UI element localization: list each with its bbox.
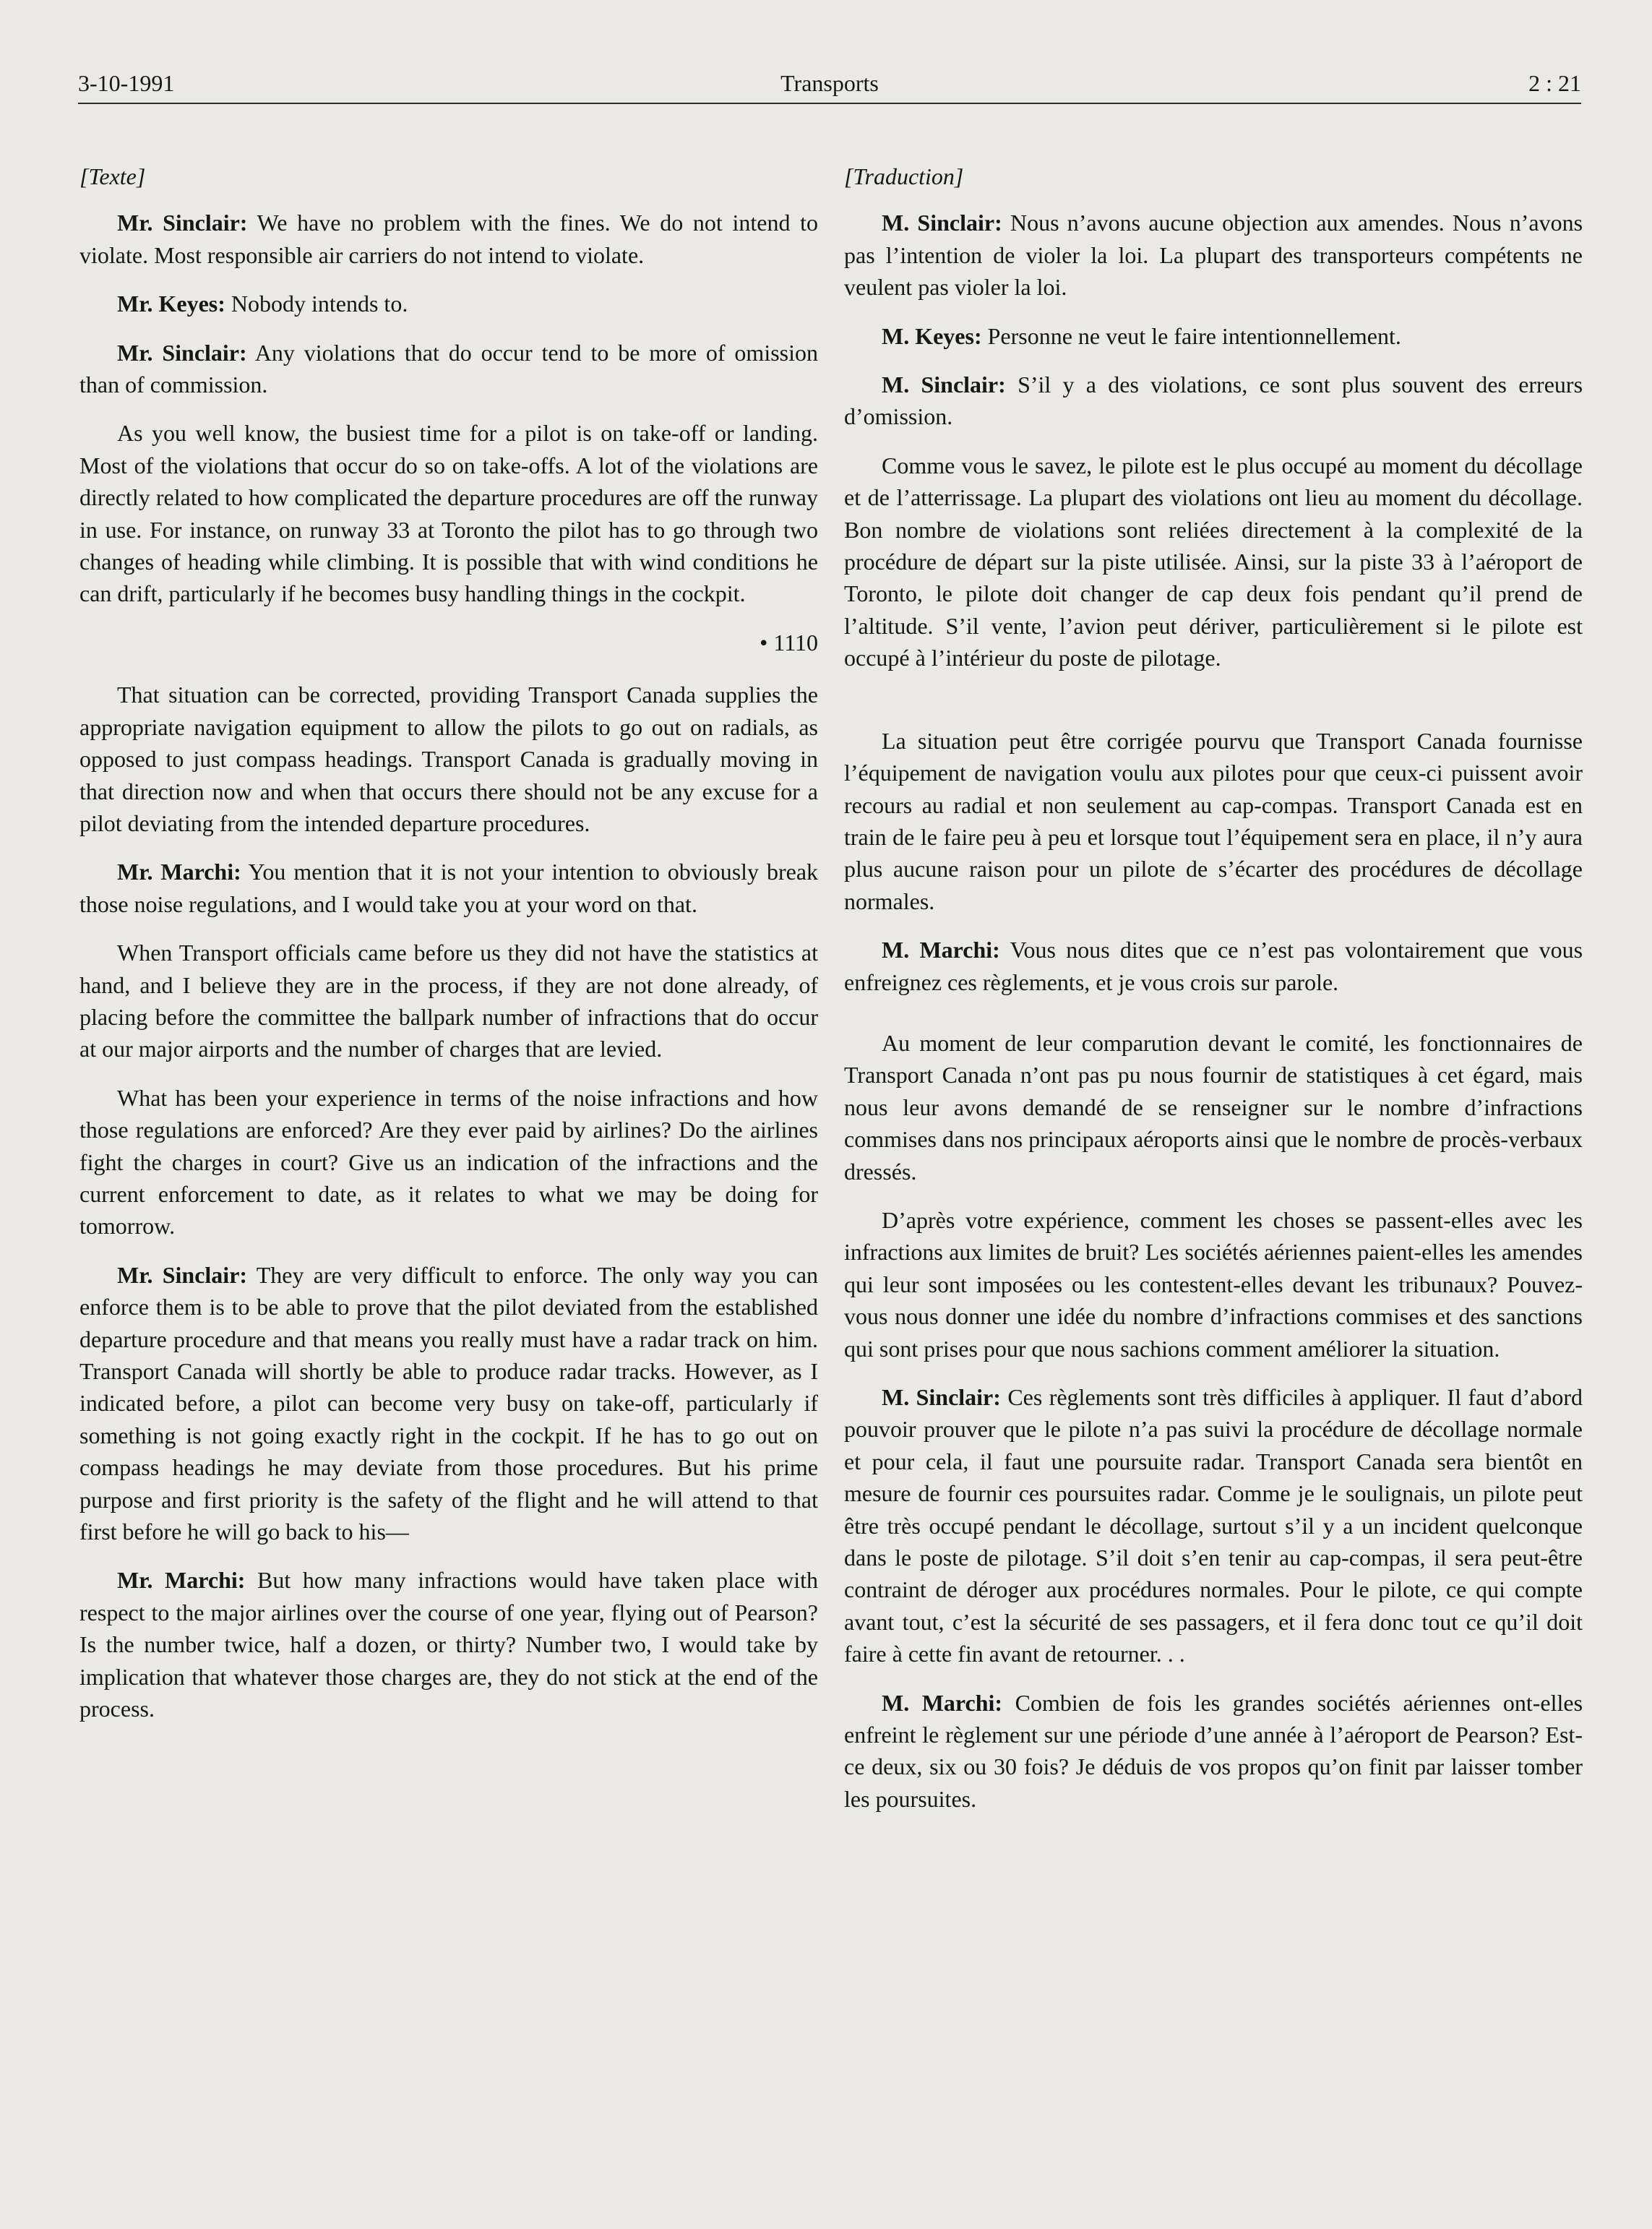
french-tag: [Traduction] <box>844 163 964 189</box>
english-tag: [Texte] <box>79 163 146 189</box>
fr-paragraph-10 <box>844 1687 1583 1816</box>
en-speaker: Mr. Sinclair: <box>117 1261 248 1288</box>
fr-paragraph-7: Au moment de leur comparution devant le comité, les fonctionnaires de Transport Canada n’ont pas pu nous fournir de statistiques à cet égard, mais nous leur avons demandé de se renseigner sur le nombre d’infractions commises dans nos principaux aéroports ainsi que le nombre de procès-verbaux dressés. <box>844 1029 1583 1185</box>
en-paragraph-10 <box>79 1564 818 1725</box>
en-text: They are very difficult to enforce. The only way you can enforce them is to be able to prove that the pilot deviated from the established departure procedure and that means you really must have a radar track on him. Transport Canada will shortly be able to produce radar tracks. However, as I indicated before, a pilot can become very busy on take-off, particularly if something is not going exactly right in the cockpit. If he has to go out on compass headings he may deviate from those procedures. But his prime purpose and first priority is the safety of the flight and he will attend to that first before he will go back to his— <box>79 1261 819 1545</box>
fr-paragraph-1 <box>844 207 1583 303</box>
english-column <box>79 160 818 1741</box>
en-text: You mention that it is not your intention to obviously break those noise regulations, and I would take you at your word on that. <box>79 859 819 917</box>
page-header <box>78 66 1581 104</box>
fr-paragraph-3 <box>844 369 1583 433</box>
fr-paragraph-4: Comme vous le savez, le pilote est le plus occupé au moment du décollage et de l’atterrissage. La plupart des violations ont lieu au moment du décollage. Bon nombre de violations sont reliées directement à la complexité de la procédure de départ sur la piste utilisée. Ainsi, sur la piste 33 à l’aéroport de Toronto, le pilote doit changer de cap deux fois pendant qu’il prend de l’altitude. S’il vente, l’avion peut dériver, particulièrement si le pilote est occupé à l’intérieur du poste de pilotage. <box>844 452 1583 671</box>
header-date: 3-10-1991 <box>78 70 175 96</box>
fr-speaker: M. Marchi: <box>882 937 1000 963</box>
en-speaker: Mr. Keyes: <box>117 291 225 317</box>
header-title: Transports <box>780 70 879 96</box>
en-paragraph-6 <box>79 856 818 920</box>
en-speaker: Mr. Sinclair: <box>117 339 247 366</box>
fr-paragraph-6 <box>844 934 1583 998</box>
en-speaker: Mr. Sinclair: <box>117 210 248 236</box>
en-paragraph-4: As you well know, the busiest time for a pilot is on take-off or landing. Most of the violations that occur do so on take-offs. A lot of the violations are directly related to how complicated the departure procedures are off the runway in use. For instance, on runway 33 at Toronto the pilot has to go through two changes of heading while climbing. It is possible that with wind conditions he can drift, particularly if he becomes busy handling things in the cockpit. <box>79 420 818 607</box>
fr-text: Combien de fois les grandes sociétés aériennes ont-elles enfreint le règlement sur une période d’une année à l’aéroport de Pearson? Est-ce deux, six ou 30 fois? Je déduis de vos propos qu’on finit par laisser tomber les poursuites. <box>844 1689 1583 1812</box>
fr-paragraph-8: D’après votre expérience, comment les choses se passent-elles avec les infractions aux limites de bruit? Les sociétés aériennes paient-elles les amendes qui leur sont imposées ou les contestent-elles devant les tribunaux? Pouvez-vous nous donner une idée du nombre d’infractions commises et des sanctions qui sont prises pour que nous sachions comment améliorer la situation. <box>844 1206 1583 1362</box>
header-page-number: 2 : 21 <box>1528 70 1581 96</box>
en-text: Any violations that do occur tend to be more of omission than of commission. <box>79 339 819 398</box>
fr-text: S’il y a des violations, ce sont plus souvent des erreurs d’omission. <box>844 372 1583 430</box>
en-paragraph-3 <box>79 337 818 401</box>
fr-speaker: M. Sinclair: <box>882 372 1006 398</box>
fr-text: Ces règlements sont très difficiles à appliquer. Il faut d’abord pouvoir prouver que le pilote n’a pas suivi la procédure de décollage normale et pour cela, il faut une poursuite radar. Transport Canada sera bientôt en mesure de fournir ces poursuites radar. Comme je le soulignais, un pilote peut être très occupé pendant le décollage, surtout s’il y a un incident quelconque dans le poste de pilotage. S’il doit s’en tenir au cap-compas, il sera peut-être contraint de déroger aux procédures normales. Pour le pilote, ce qui compte avant tout, c’est la sécurité de ses passagers, et il fera donc tout ce qu’il doit faire à cette fin avant de retourner. . . <box>844 1384 1583 1667</box>
en-paragraph-9 <box>79 1259 818 1548</box>
time-marker: • 1110 <box>760 629 818 656</box>
fr-paragraph-9 <box>844 1381 1583 1670</box>
en-text: We have no problem with the fines. We do not intend to violate. Most responsible air carriers do not intend to violate. <box>79 210 819 268</box>
en-paragraph-8: What has been your experience in terms of the noise infractions and how those regulations are enforced? Are they ever paid by airlines? Do the airlines fight the charges in court? Give us an indication of the infractions and the current enforcement to date, as it relates to what we may be doing for tomorrow. <box>79 1084 818 1240</box>
fr-text: Vous nous dites que ce n’est pas volontairement que vous enfreignez ces règlements, et je vous crois sur parole. <box>844 937 1583 995</box>
french-column <box>844 160 1583 1831</box>
en-paragraph-2 <box>79 288 818 319</box>
en-paragraph-1 <box>79 207 818 271</box>
en-text: But how many infractions would have taken place with respect to the major airlines over the course of one year, flying out of Pearson? Is the number twice, half a dozen, or thirty? Number two, I would take by implication that whatever those charges are, they do not stick at the end of the process. <box>79 1567 818 1722</box>
fr-paragraph-2 <box>844 320 1583 352</box>
en-paragraph-7: When Transport officials came before us they did not have the statistics at hand, and I believe they are in the process, if they are not done already, of placing before the committee the ballpark number of infractions that do occur at our major airports and the number of charges that are levied. <box>79 940 818 1062</box>
fr-speaker: M. Keyes: <box>882 322 982 349</box>
fr-paragraph-5: La situation peut être corrigée pourvu que Transport Canada fournisse l’équipement de navigation voulu aux pilotes pour que ceux-ci puissent avoir recours au radial et non seulement au cap-compas. Transport Canada est en train de le faire peu à peu et lorsque tout l’équipement sera en place, il n’y aura plus aucune raison pour un pilote de s’écarter des procédures de décollage normales. <box>844 727 1583 914</box>
fr-speaker: M. Marchi: <box>882 1689 1003 1716</box>
fr-speaker: M. Sinclair: <box>882 1384 1001 1410</box>
en-paragraph-5: That situation can be corrected, providing Transport Canada supplies the appropriate navigation equipment to allow the pilots to go out on radials, as opposed to just compass headings. Transport Canada is gradually moving in that direction now and when that occurs there should not be any excuse for a pilot deviating from the intended departure procedures. <box>79 682 818 836</box>
fr-text: Nous n’avons aucune objection aux amendes. Nous n’avons pas l’intention de violer la loi. La plupart des transporteurs compétents ne veulent pas violer la loi. <box>844 210 1583 301</box>
en-text: Nobody intends to. <box>231 291 408 317</box>
fr-text: Personne ne veut le faire intentionnellement. <box>987 322 1401 349</box>
en-speaker: Mr. Marchi: <box>117 1567 246 1594</box>
fr-speaker: M. Sinclair: <box>882 210 1002 236</box>
en-speaker: Mr. Marchi: <box>117 859 241 885</box>
